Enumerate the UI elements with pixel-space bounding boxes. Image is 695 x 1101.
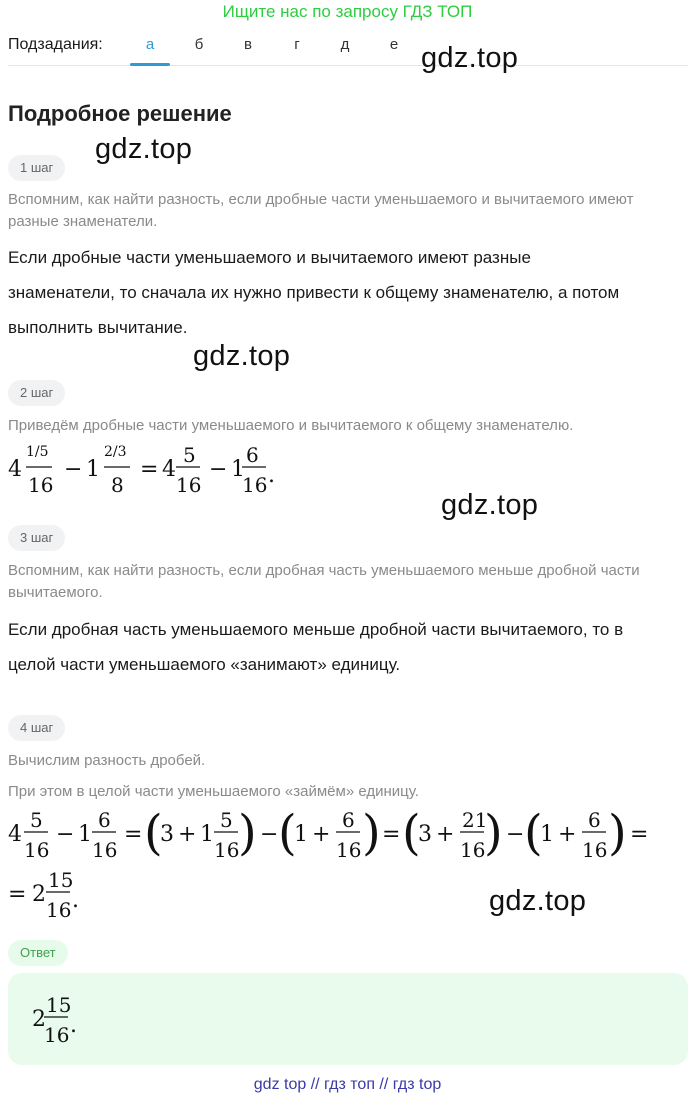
svg-text:1: 1 <box>86 457 100 482</box>
svg-text:1: 1 <box>294 822 308 847</box>
subtasks-bar <box>8 30 688 66</box>
svg-text:(: ( <box>278 805 297 861</box>
svg-text:(: ( <box>402 805 421 861</box>
subtask-tab-v[interactable]: в <box>244 36 252 53</box>
watermark: gdz.top <box>489 885 587 917</box>
text-line: знаменатели, то сначала их нужно привести к общему знаменателю, а потом <box>8 283 620 302</box>
svg-text:(: ( <box>524 805 543 861</box>
svg-text:−: − <box>209 457 228 482</box>
svg-text:8: 8 <box>111 473 124 497</box>
active-tab-indicator <box>130 63 170 66</box>
svg-text:=: = <box>124 822 143 847</box>
svg-text:4: 4 <box>162 457 176 482</box>
answer-badge: Ответ <box>8 940 68 966</box>
svg-text:): ) <box>362 805 381 861</box>
svg-text:3: 3 <box>160 822 174 847</box>
svg-text:5: 5 <box>183 443 196 467</box>
svg-text:+: + <box>312 822 331 847</box>
svg-text:): ) <box>238 805 257 861</box>
svg-text:−: − <box>506 822 525 847</box>
svg-text:5: 5 <box>220 808 233 832</box>
svg-text:.: . <box>72 888 79 913</box>
svg-text:(: ( <box>144 805 163 861</box>
svg-text:+: + <box>558 822 577 847</box>
svg-text:6: 6 <box>98 808 111 832</box>
step-badge: 3 шаг <box>8 525 65 551</box>
subtask-tab-a[interactable]: а <box>145 36 155 53</box>
svg-text:): ) <box>608 805 627 861</box>
footer-links[interactable]: gdz top // гдз топ // гдз top <box>253 1076 442 1093</box>
svg-text:+: + <box>436 822 455 847</box>
svg-text:6: 6 <box>342 808 355 832</box>
watermark: gdz.top <box>193 340 291 372</box>
svg-text:16: 16 <box>460 838 486 862</box>
svg-text:−: − <box>56 822 75 847</box>
svg-text:16: 16 <box>24 838 50 862</box>
step-badge: 4 шаг <box>8 715 65 741</box>
formula-step2 <box>6 440 306 500</box>
svg-text:1: 1 <box>200 822 214 847</box>
svg-text:−: − <box>260 822 279 847</box>
svg-text:4: 4 <box>8 822 22 847</box>
step-text <box>8 612 683 682</box>
svg-text:16: 16 <box>92 838 118 862</box>
watermark: gdz.top <box>421 42 519 74</box>
svg-text:2: 2 <box>32 882 46 907</box>
text-line: Если дробная часть уменьшаемого меньше дробной части вычитаемого, то в <box>8 620 624 639</box>
subtask-tab-d[interactable]: д <box>340 36 350 53</box>
svg-text:4: 4 <box>8 457 22 482</box>
svg-text:): ) <box>484 805 503 861</box>
svg-text:21: 21 <box>462 808 488 832</box>
step-hint: Приведём дробные части уменьшаемого и вычитаемого к общему знаменателю. <box>8 417 574 434</box>
svg-text:16: 16 <box>242 473 268 497</box>
subtask-tab-b[interactable]: б <box>194 36 204 53</box>
step-hint: Вычислим разность дробей. <box>8 752 206 769</box>
step-text <box>8 240 683 345</box>
svg-text:+: + <box>178 822 197 847</box>
svg-text:=: = <box>630 822 649 847</box>
svg-text:3: 3 <box>418 822 432 847</box>
svg-text:=: = <box>8 882 27 907</box>
answer-formula <box>30 989 110 1049</box>
svg-text:=: = <box>140 457 159 482</box>
step-hint: Вспомним, как найти разность, если дробная часть уменьшаемого меньше дробной части вычитаемого. <box>8 562 640 601</box>
answer-box <box>8 973 688 1065</box>
svg-text:5: 5 <box>30 808 43 832</box>
svg-text:16: 16 <box>336 838 362 862</box>
svg-text:16: 16 <box>214 838 240 862</box>
watermark: gdz.top <box>95 133 193 165</box>
step-hint: Вспомним, как найти разность, если дробные части уменьшаемого и вычитаемого имеют разные знаменатели. <box>8 191 634 230</box>
svg-text:16: 16 <box>46 898 72 922</box>
answer-whole: 2 <box>32 1007 46 1032</box>
svg-text:.: . <box>70 1013 77 1038</box>
formula-step4 <box>6 803 686 923</box>
text-line: целой части уменьшаемого «занимают» единицу. <box>8 655 401 674</box>
page-title: Подробное решение <box>8 101 232 126</box>
search-banner: Ищите нас по запросу ГДЗ ТОП <box>222 2 473 21</box>
answer-denominator: 16 <box>44 1023 70 1047</box>
subtask-tab-e[interactable]: е <box>389 36 399 53</box>
watermark: gdz.top <box>441 489 539 521</box>
svg-text:15: 15 <box>48 868 74 892</box>
svg-text:6: 6 <box>246 443 259 467</box>
svg-text:1: 1 <box>78 822 92 847</box>
answer-numerator: 15 <box>46 993 72 1017</box>
step-hint: При этом в целой части уменьшаемого «займём» единицу. <box>8 783 419 800</box>
svg-text:=: = <box>382 822 401 847</box>
svg-text:1: 1 <box>540 822 554 847</box>
subtask-tab-g[interactable]: г <box>294 36 300 53</box>
text-line: выполнить вычитание. <box>8 318 188 337</box>
svg-text:16: 16 <box>176 473 202 497</box>
svg-text:2/3: 2/3 <box>104 444 127 460</box>
svg-text:16: 16 <box>582 838 608 862</box>
text-line: Если дробные части уменьшаемого и вычитаемого имеют разные <box>8 248 531 267</box>
step-badge: 1 шаг <box>8 155 65 181</box>
svg-text:1: 1 <box>231 457 245 482</box>
svg-text:1/5: 1/5 <box>26 444 49 460</box>
subtasks-label: Подзадания: <box>8 36 103 53</box>
svg-text:6: 6 <box>588 808 601 832</box>
svg-text:16: 16 <box>28 473 54 497</box>
step-badge: 2 шаг <box>8 380 65 406</box>
svg-text:.: . <box>268 463 275 488</box>
svg-text:−: − <box>64 457 83 482</box>
